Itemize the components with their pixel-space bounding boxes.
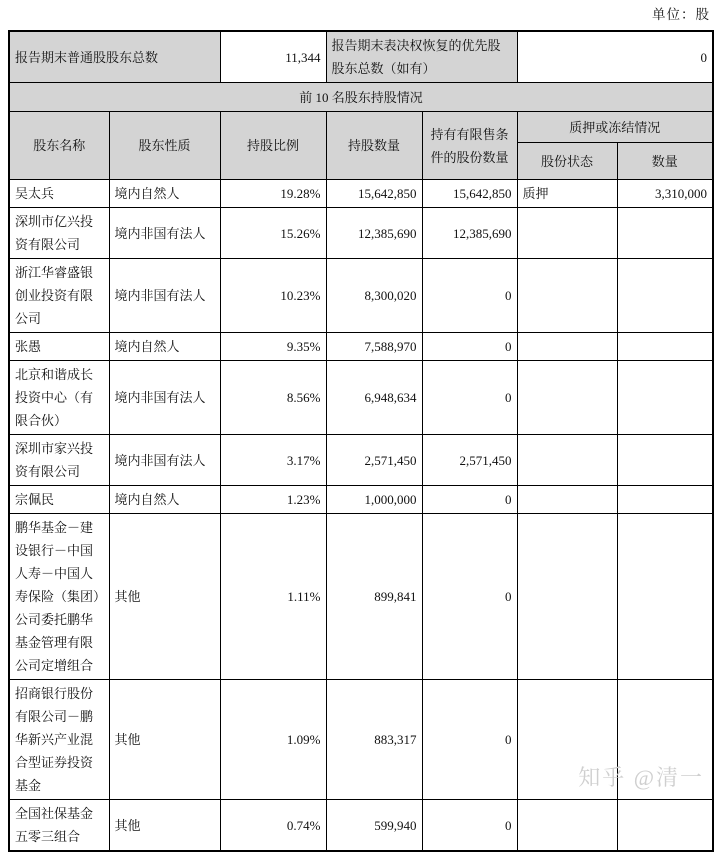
shares-held-cell: 8,300,020 [326, 259, 422, 333]
header-holding-ratio: 持股比例 [220, 112, 326, 180]
holding-ratio-cell: 1.11% [220, 514, 326, 680]
header-pledge-quantity: 数量 [617, 143, 713, 180]
section-title-row [9, 83, 713, 112]
shareholder-name-cell: 招商银行股份有限公司－鹏华新兴产业混合型证券投资基金 [9, 680, 109, 800]
shareholder-name-cell: 吴太兵 [9, 180, 109, 208]
table-row [9, 486, 713, 514]
shares-held-cell: 1,000,000 [326, 486, 422, 514]
restricted-shares-cell: 0 [422, 333, 517, 361]
shareholder-nature-cell: 境内自然人 [109, 486, 220, 514]
pledge-status-cell [517, 208, 617, 259]
restricted-shares-cell: 0 [422, 259, 517, 333]
shareholder-name-cell: 北京和谐成长投资中心（有限合伙） [9, 361, 109, 435]
pledge-status-cell [517, 333, 617, 361]
shareholder-name-cell: 全国社保基金五零三组合 [9, 800, 109, 852]
holding-ratio-cell: 1.09% [220, 680, 326, 800]
watermark: 知乎 @清一 [578, 765, 704, 790]
pledge-quantity-cell [617, 208, 713, 259]
shareholder-name-cell: 张愚 [9, 333, 109, 361]
pledge-status-cell: 质押 [517, 180, 617, 208]
shares-held-cell: 883,317 [326, 680, 422, 800]
restricted-shares-cell: 0 [422, 800, 517, 852]
table-row [9, 435, 713, 486]
table-row [9, 800, 713, 852]
preferred-holders-value: 0 [517, 31, 713, 83]
shareholder-nature-cell: 境内非国有法人 [109, 435, 220, 486]
shareholder-name-cell: 鹏华基金－建设银行－中国人寿－中国人寿保险（集团）公司委托鹏华基金管理有限公司定增组合 [9, 514, 109, 680]
table-row [9, 361, 713, 435]
ordinary-holders-label: 报告期末普通股股东总数 [9, 31, 220, 83]
holding-ratio-cell: 3.17% [220, 435, 326, 486]
header-restricted-shares: 持有有限售条件的股份数量 [422, 112, 517, 180]
pledge-quantity-cell [617, 435, 713, 486]
shareholder-name-cell: 浙江华睿盛银创业投资有限公司 [9, 259, 109, 333]
holding-ratio-cell: 0.74% [220, 800, 326, 852]
table-row [9, 514, 713, 680]
shares-held-cell: 899,841 [326, 514, 422, 680]
pledge-status-cell [517, 514, 617, 680]
shareholder-name-cell: 深圳市家兴投资有限公司 [9, 435, 109, 486]
pledge-status-cell [517, 800, 617, 852]
header-shareholder-name: 股东名称 [9, 112, 109, 180]
shareholder-nature-cell: 境内自然人 [109, 333, 220, 361]
shareholder-name-cell: 深圳市亿兴投资有限公司 [9, 208, 109, 259]
holding-ratio-cell: 19.28% [220, 180, 326, 208]
table-row [9, 680, 713, 800]
holding-ratio-cell: 15.26% [220, 208, 326, 259]
pledge-quantity-cell [617, 800, 713, 852]
shareholding-table [8, 30, 714, 852]
shareholder-nature-cell: 其他 [109, 680, 220, 800]
pledge-quantity-cell [617, 680, 713, 800]
holding-ratio-cell: 8.56% [220, 361, 326, 435]
holding-ratio-cell: 10.23% [220, 259, 326, 333]
table-row [9, 180, 713, 208]
pledge-status-cell [517, 259, 617, 333]
pledge-quantity-cell [617, 361, 713, 435]
header-pledge-status: 股份状态 [517, 143, 617, 180]
pledge-status-cell [517, 680, 617, 800]
holding-ratio-cell: 9.35% [220, 333, 326, 361]
shareholder-nature-cell: 境内自然人 [109, 180, 220, 208]
shares-held-cell: 7,588,970 [326, 333, 422, 361]
shareholder-nature-cell: 境内非国有法人 [109, 259, 220, 333]
restricted-shares-cell: 0 [422, 680, 517, 800]
table-row [9, 333, 713, 361]
restricted-shares-cell: 12,385,690 [422, 208, 517, 259]
shareholder-nature-cell: 其他 [109, 514, 220, 680]
shares-held-cell: 599,940 [326, 800, 422, 852]
pledge-quantity-cell [617, 259, 713, 333]
holding-ratio-cell: 1.23% [220, 486, 326, 514]
pledge-status-cell [517, 435, 617, 486]
restricted-shares-cell: 0 [422, 514, 517, 680]
section-title: 前 10 名股东持股情况 [9, 83, 713, 112]
pledge-quantity-cell [617, 333, 713, 361]
shares-held-cell: 6,948,634 [326, 361, 422, 435]
shareholder-name-cell: 宗佩民 [9, 486, 109, 514]
restricted-shares-cell: 0 [422, 486, 517, 514]
pledge-quantity-cell [617, 514, 713, 680]
restricted-shares-cell: 2,571,450 [422, 435, 517, 486]
shares-held-cell: 12,385,690 [326, 208, 422, 259]
header-row-top [9, 112, 713, 143]
header-shares-held: 持股数量 [326, 112, 422, 180]
shareholder-nature-cell: 境内非国有法人 [109, 361, 220, 435]
table-row [9, 259, 713, 333]
header-shareholder-nature: 股东性质 [109, 112, 220, 180]
preferred-holders-label: 报告期末表决权恢复的优先股股东总数（如有） [326, 31, 517, 83]
ordinary-holders-value: 11,344 [220, 31, 326, 83]
shareholder-nature-cell: 境内非国有法人 [109, 208, 220, 259]
table-row [9, 208, 713, 259]
restricted-shares-cell: 15,642,850 [422, 180, 517, 208]
unit-label: 单位：股 [652, 7, 710, 22]
shares-held-cell: 2,571,450 [326, 435, 422, 486]
pledge-quantity-cell: 3,310,000 [617, 180, 713, 208]
summary-row [9, 31, 713, 83]
pledge-status-cell [517, 486, 617, 514]
table-body [9, 180, 713, 852]
shareholder-nature-cell: 其他 [109, 800, 220, 852]
pledge-quantity-cell [617, 486, 713, 514]
header-pledge-group: 质押或冻结情况 [517, 112, 713, 143]
pledge-status-cell [517, 361, 617, 435]
shares-held-cell: 15,642,850 [326, 180, 422, 208]
restricted-shares-cell: 0 [422, 361, 517, 435]
